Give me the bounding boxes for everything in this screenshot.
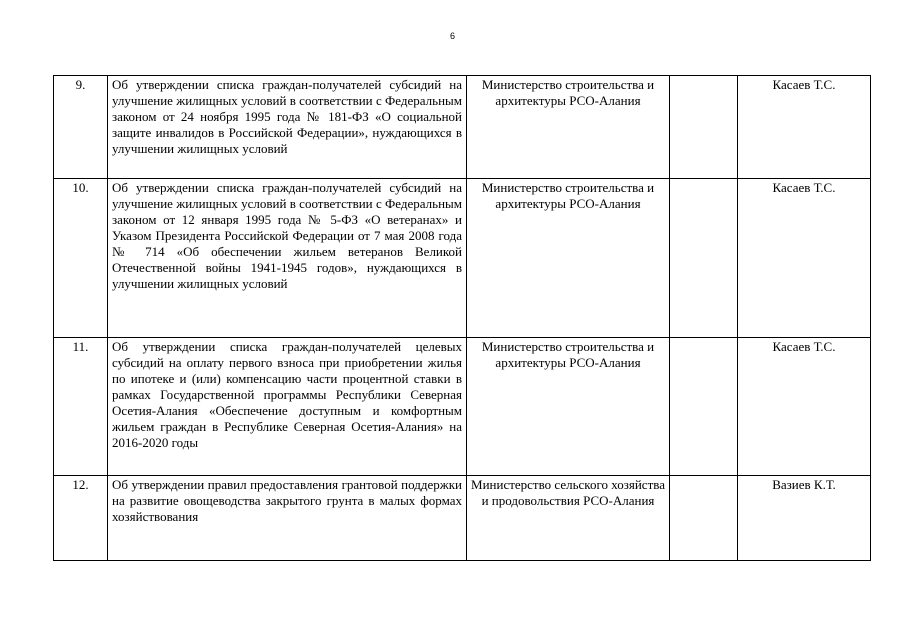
row-number: 9. (54, 76, 108, 179)
ministry-cell: Министерство сельского хозяйства и продовольствия РСО-Алания (467, 476, 670, 561)
responsible-cell: Вазиев К.Т. (738, 476, 871, 561)
ministry-cell: Министерство строительства и архитектуры РСО-Алания (467, 338, 670, 476)
ministry-cell: Министерство строительства и архитектуры РСО-Алания (467, 76, 670, 179)
ministry-cell: Министерство строительства и архитектуры РСО-Алания (467, 179, 670, 338)
responsible-cell: Касаев Т.С. (738, 179, 871, 338)
table-row (54, 338, 871, 476)
act-title: Об утверждении списка граждан-получателей субсидий на улучшение жилищных условий в соответствии с Федеральным законом от 12 января 1995 года № 5-ФЗ «О ветеранах» и Указом Президента Российской Федерации от 7 мая 2008 года № 714 «Об обеспечении жильем ветеранов Великой Отечественной войны 1941-1945 годов», нуждающихся в улучшении жилищных условий (108, 179, 467, 338)
blank-cell (670, 179, 738, 338)
act-title: Об утверждении правил предоставления грантовой поддержки на развитие овощеводства закрытого грунта в малых формах хозяйствования (108, 476, 467, 561)
blank-cell (670, 76, 738, 179)
act-title: Об утверждении списка граждан-получателей целевых субсидий на оплату первого взноса при приобретении жилья по ипотеке и (или) компенсацию части процентной ставки в рамках Государственной программы Республики Северная Осетия-Алания «Обеспечение доступным и комфортным жильем граждан в Республике Северная Осетия-Алания» на 2016-2020 годы (108, 338, 467, 476)
table-row (54, 179, 871, 338)
document-table (53, 75, 871, 561)
responsible-cell: Касаев Т.С. (738, 76, 871, 179)
page-number: 6 (449, 31, 455, 41)
table-row (54, 476, 871, 561)
blank-cell (670, 338, 738, 476)
row-number: 11. (54, 338, 108, 476)
blank-cell (670, 476, 738, 561)
table-row (54, 76, 871, 179)
act-title: Об утверждении списка граждан-получателей субсидий на улучшение жилищных условий в соответствии с Федеральным законом от 24 ноября 1995 года № 181-ФЗ «О социальной защите инвалидов в Российской Федерации», нуждающихся в улучшении жилищных условий (108, 76, 467, 179)
row-number: 12. (54, 476, 108, 561)
responsible-cell: Касаев Т.С. (738, 338, 871, 476)
row-number: 10. (54, 179, 108, 338)
